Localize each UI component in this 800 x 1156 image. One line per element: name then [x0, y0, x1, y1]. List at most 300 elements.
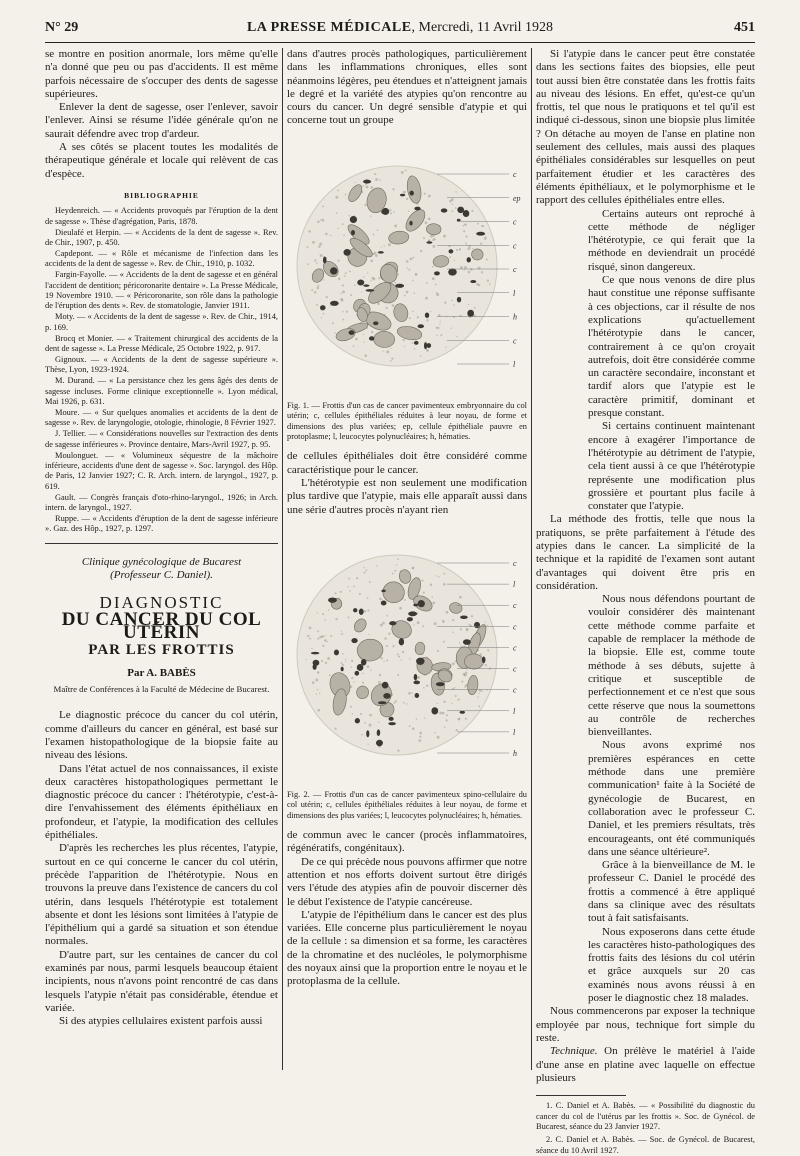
- stipple-dot: [343, 234, 345, 236]
- stipple-dot: [368, 634, 369, 635]
- stipple-dot: [319, 242, 322, 245]
- stipple-dot: [307, 635, 309, 637]
- stipple-dot: [317, 630, 319, 632]
- stipple-dot: [463, 225, 465, 227]
- stipple-dot: [359, 593, 361, 595]
- stipple-dot: [321, 317, 322, 318]
- stipple-dot: [345, 272, 347, 274]
- leucocyte-nucleus: [448, 268, 457, 275]
- stipple-dot: [316, 262, 318, 264]
- leucocyte-nucleus: [311, 652, 319, 655]
- paragraph: Nous exposerons dans cette étude les caractères histo-pathologiques des frottis faits des lésions du col utérin et grâce auxquels sur 20 cas examinés nous avons réussi à en poser le diagnostic chez 18 malades.: [588, 925, 755, 1005]
- stipple-dot: [457, 698, 459, 700]
- stipple-dot: [349, 590, 351, 592]
- stipple-dot: [393, 702, 395, 704]
- stipple-dot: [390, 360, 392, 362]
- stipple-dot: [408, 268, 410, 270]
- leucocyte-nucleus: [388, 722, 396, 725]
- stipple-dot: [338, 259, 340, 261]
- figure-label: l: [513, 580, 516, 590]
- paragraph: A ses côtés se placent toutes les modalités de thérapeutique générale et locale qui relèvent de cas d'espèce.: [45, 141, 278, 180]
- figure-label: c: [513, 217, 517, 227]
- stipple-dot: [425, 296, 428, 299]
- clinic-heading: [45, 556, 278, 582]
- stipple-dot: [364, 567, 365, 568]
- stipple-dot: [394, 224, 397, 227]
- stipple-dot: [426, 684, 428, 686]
- running-header: [45, 18, 755, 40]
- stipple-dot: [444, 727, 445, 728]
- stipple-dot: [428, 217, 431, 220]
- stipple-dot: [327, 657, 330, 660]
- stipple-dot: [449, 256, 451, 258]
- stipple-dot: [415, 274, 417, 276]
- stipple-dot: [348, 577, 350, 579]
- stipple-dot: [420, 250, 422, 252]
- leucocyte-nucleus: [381, 589, 385, 592]
- stipple-dot: [432, 601, 435, 604]
- leucocyte-nucleus: [323, 256, 327, 263]
- stipple-dot: [402, 651, 404, 653]
- stipple-dot: [319, 692, 321, 694]
- stipple-dot: [364, 341, 365, 342]
- stipple-dot: [317, 689, 319, 691]
- paragraph: Enlever la dent de sagesse, oser l'enlever, savoir l'enlever. Ainsi se résume l'idée générale qu'on ne saurait défendre avec trop d'ardeur.: [45, 101, 278, 140]
- stipple-dot: [319, 635, 322, 638]
- stipple-dot: [311, 289, 313, 291]
- stipple-dot: [407, 267, 408, 268]
- bibliography-entry: Gault. — Congrès français d'oto-rhino-laryngol., 1926; in Arch. intern. de laryngol., 1927.: [45, 492, 278, 513]
- bibliography-entry: Moulonguet. — « Volumineux séquestre de la mâchoire inférieure, accidents d'une dent de sagesse ». Soc. laryngol. des Hôp. de Paris, 12 Janvier 1927; C. R. Arch. intern. de laryngol., 1927, p. 619.: [45, 450, 278, 491]
- stipple-dot: [426, 282, 428, 284]
- bibliography-entry: Gignoux. — « Accidents de la dent de sagesse supérieure ». Thèse, Lyon, 1923-1924.: [45, 354, 278, 375]
- stipple-dot: [464, 223, 467, 226]
- stipple-dot: [382, 622, 385, 625]
- stipple-dot: [464, 685, 466, 687]
- stipple-dot: [309, 638, 311, 640]
- stipple-dot: [471, 615, 473, 617]
- stipple-dot: [317, 220, 320, 223]
- leucocyte-nucleus: [388, 717, 393, 721]
- stipple-dot: [446, 714, 448, 716]
- leucocyte-nucleus: [383, 693, 390, 699]
- stipple-dot: [411, 692, 413, 694]
- paragraph: de cellules épithéliales doit être considéré comme caractéristique pour le cancer.: [287, 450, 527, 476]
- leucocyte-nucleus: [425, 312, 429, 318]
- stipple-dot: [435, 575, 436, 576]
- stipple-dot: [370, 280, 371, 281]
- stipple-dot: [423, 687, 425, 689]
- stipple-dot: [308, 230, 311, 233]
- stipple-dot: [351, 677, 353, 679]
- stipple-dot: [440, 334, 442, 336]
- leucocyte-nucleus: [313, 664, 317, 670]
- stipple-dot: [459, 642, 460, 643]
- leucocyte-nucleus: [328, 597, 337, 602]
- stipple-dot: [320, 219, 321, 220]
- stipple-dot: [421, 579, 423, 581]
- leucocyte-nucleus: [448, 249, 453, 253]
- stipple-dot: [412, 727, 415, 730]
- bibliography-entry: Dieulafé et Herpin. — « Accidents de la dent de sagesse ». Rev. de Chir., 1907, p. 450.: [45, 227, 278, 247]
- stipple-dot: [485, 664, 487, 666]
- stipple-dot: [353, 345, 355, 347]
- figure-1-caption: Fig. 1. — Frottis d'un cas de cancer pavimenteux embryonnaire du col utérin; c, cellules épithéliales réduites à leur noyau, de forme et dimensions des plus variées; ep, cellule épithéliale pauvre en protoplasme; l, leucocytes polynucléaires; h, hématies.: [287, 400, 527, 441]
- stipple-dot: [316, 693, 318, 695]
- stipple-dot: [364, 571, 366, 573]
- stipple-dot: [365, 569, 367, 571]
- stipple-dot: [465, 718, 467, 720]
- stipple-dot: [445, 346, 446, 347]
- column-1: [45, 48, 278, 1078]
- stipple-dot: [350, 685, 352, 687]
- leucocyte-nucleus: [414, 674, 418, 680]
- stipple-dot: [408, 692, 411, 695]
- leucocyte-nucleus: [330, 301, 339, 306]
- stipple-dot: [401, 171, 404, 174]
- stipple-dot: [363, 334, 364, 335]
- stipple-dot: [446, 719, 448, 721]
- stipple-dot: [335, 592, 337, 594]
- stipple-dot: [388, 632, 390, 634]
- stipple-dot: [397, 558, 399, 560]
- leucocyte-nucleus: [416, 657, 424, 664]
- leucocyte-nucleus: [330, 267, 338, 274]
- stipple-dot: [328, 609, 330, 611]
- stipple-dot: [309, 626, 312, 629]
- paragraph: Dans l'état actuel de nos connaissances, il existe deux caractères histopathologiques permettant le diagnostic précoce du cancer : l'hétérotypie, c'est-à-dire l'envahissement des éléments épithéliaux en profondeur, et l'atypie, la modification des cellules épithéliales.: [45, 762, 278, 842]
- stipple-dot: [454, 687, 455, 688]
- stipple-dot: [307, 263, 309, 265]
- stipple-dot: [436, 293, 439, 296]
- leucocyte-nucleus: [369, 336, 374, 340]
- stipple-dot: [342, 318, 344, 320]
- stipple-dot: [459, 718, 461, 720]
- bibliography-heading: BIBLIOGRAPHIE: [124, 190, 199, 200]
- paragraph: Nous avons exprimé nos premières espérances en cette méthode dans une première communication¹ faite à la Société de gynécologie de Bucarest, en collaboration avec le professeur C. Daniel, et les premiers résultats, très encourageants, ont été communiqués dans une séance ultérieure².: [588, 739, 755, 858]
- figure-label: c: [513, 643, 517, 653]
- smear-micrograph-1: [287, 134, 527, 399]
- leucocyte-nucleus: [320, 305, 326, 310]
- stipple-dot: [443, 641, 445, 643]
- leucocyte-nucleus: [343, 249, 350, 256]
- leucocyte-nucleus: [389, 621, 396, 625]
- stipple-dot: [399, 607, 402, 610]
- journal-masthead: LA PRESSE MÉDICALE, Mercredi, 11 Avril 1928: [246, 20, 554, 35]
- stipple-dot: [478, 284, 480, 286]
- stipple-dot: [377, 302, 380, 305]
- stipple-dot: [379, 179, 381, 181]
- figure-label: c: [513, 685, 517, 695]
- stipple-dot: [350, 706, 352, 708]
- stipple-dot: [420, 355, 422, 357]
- stipple-dot: [345, 660, 346, 661]
- leucocyte-nucleus: [474, 622, 480, 628]
- footnote: 1. C. Daniel et A. Babès. — « Possibilité du diagnostic du cancer du col de l'utérus par les frottis ». Soc. de Gynécol. de Bucarest, séance du 23 Janvier 1927.: [536, 1101, 755, 1132]
- stipple-dot: [386, 659, 388, 661]
- header-rule: [45, 42, 755, 43]
- leucocyte-nucleus: [424, 342, 427, 349]
- stipple-dot: [425, 221, 428, 224]
- bibliography-entry: Brocq et Monier. — « Traitement chirurgical des accidents de la dent de sagesse ». La Presse Médicale, 25 Octobre 1922, p. 917.: [45, 333, 278, 354]
- leucocyte-nucleus: [441, 208, 448, 212]
- stipple-dot: [470, 268, 473, 271]
- stipple-dot: [347, 586, 349, 588]
- stipple-dot: [324, 635, 325, 636]
- stipple-dot: [342, 290, 345, 293]
- leucocyte-nucleus: [418, 324, 424, 328]
- stipple-dot: [417, 676, 420, 679]
- leucocyte-nucleus: [409, 190, 413, 195]
- figure-label: l: [513, 359, 516, 369]
- stipple-dot: [417, 621, 420, 624]
- stipple-dot: [443, 583, 446, 586]
- stipple-dot: [355, 338, 358, 341]
- stipple-dot: [412, 696, 413, 697]
- stipple-dot: [438, 576, 440, 578]
- paragraph-text: On prélève le matériel à l'aide d'une anse en platine avec laquelle on effectue plusieurs: [536, 1045, 756, 1084]
- stipple-dot: [356, 577, 358, 579]
- stipple-dot: [440, 321, 441, 322]
- stipple-dot: [395, 282, 397, 284]
- stipple-dot: [378, 277, 380, 279]
- stipple-dot: [456, 729, 458, 731]
- leucocyte-nucleus: [376, 740, 383, 746]
- paragraph: L'hétérotypie est non seulement une modification plus tardive que l'atypie, mais elle apparaît aussi dans une série d'autres procès n'ayant rien: [287, 477, 527, 516]
- stipple-dot: [360, 713, 362, 715]
- bibliography-entry: J. Tellier. — « Considérations nouvelles sur l'extraction des dents de sagesse inférieures ». Province dentaire, Mars-Avril 1927, p. 95.: [45, 429, 278, 449]
- stipple-dot: [481, 690, 483, 692]
- paragraph: Nous nous défendons pourtant de vouloir considérer dès maintenant cette méthode comme parfaite et capable de remplacer la méthode de la biopsie. Elle est, comme toute méthode à ses débuts, sujette à critique et susceptible de perfectionnement et ce n'est que sous cette réserve que nous la soumettons au contrôle de recherches bienveillantes.: [588, 593, 755, 739]
- leucocyte-nucleus: [482, 656, 486, 662]
- leucocyte-nucleus: [355, 718, 360, 723]
- leucocyte-nucleus: [409, 221, 412, 226]
- stipple-dot: [318, 245, 321, 248]
- figure-label: c: [513, 336, 517, 346]
- stipple-dot: [367, 665, 370, 668]
- stipple-dot: [412, 256, 414, 258]
- stipple-dot: [355, 182, 356, 183]
- stipple-dot: [455, 207, 457, 209]
- stipple-dot: [324, 619, 326, 621]
- leucocyte-nucleus: [373, 321, 378, 325]
- stipple-dot: [340, 292, 341, 293]
- stipple-dot: [444, 301, 446, 303]
- stipple-dot: [342, 223, 344, 225]
- stipple-dot: [367, 597, 369, 599]
- leucocyte-nucleus: [351, 638, 357, 643]
- leucocyte-nucleus: [363, 284, 369, 287]
- stipple-dot: [487, 624, 488, 625]
- stipple-dot: [352, 713, 354, 715]
- stipple-dot: [383, 350, 384, 351]
- stipple-dot: [461, 680, 463, 682]
- stipple-dot: [380, 657, 383, 660]
- leucocyte-nucleus: [363, 179, 371, 183]
- leucocyte-nucleus: [399, 638, 404, 645]
- stipple-dot: [315, 678, 318, 681]
- stipple-dot: [406, 703, 407, 704]
- stipple-dot: [430, 235, 433, 238]
- stipple-dot: [374, 252, 377, 255]
- stipple-dot: [437, 650, 439, 652]
- stipple-dot: [419, 732, 422, 735]
- leucocyte-nucleus: [413, 680, 420, 684]
- stipple-dot: [409, 317, 411, 319]
- stipple-dot: [378, 721, 379, 722]
- stipple-dot: [349, 215, 351, 217]
- stipple-dot: [439, 324, 440, 325]
- stipple-dot: [451, 210, 453, 212]
- stipple-dot: [373, 233, 375, 235]
- figure-2-micrograph: [287, 523, 527, 788]
- stipple-dot: [351, 666, 353, 668]
- leucocyte-nucleus: [378, 701, 387, 704]
- stipple-dot: [339, 597, 340, 598]
- leucocyte-nucleus: [460, 711, 465, 714]
- stipple-dot: [468, 304, 469, 305]
- stipple-dot: [330, 635, 332, 637]
- stipple-dot: [376, 565, 377, 566]
- bibliography-entry: Moure. — « Sur quelques anomalies et accidents de la dent de sagesse ». Rev. de laryngologie, otologie, rhinologie, 8 Février 1927.: [45, 407, 278, 428]
- smear-micrograph-2: [287, 523, 527, 788]
- leucocyte-nucleus: [457, 297, 461, 303]
- leucocyte-nucleus: [355, 671, 360, 676]
- figure-label: l: [513, 727, 516, 737]
- stipple-dot: [465, 242, 466, 243]
- column-divider: [531, 48, 532, 1070]
- stipple-dot: [409, 725, 411, 727]
- stipple-dot: [481, 271, 483, 273]
- stipple-dot: [403, 702, 405, 704]
- stipple-dot: [361, 291, 362, 292]
- paragraph: L'atypie de l'épithélium dans le cancer est des plus variées. Elle concerne plus particulièrement le noyau de la cellule : sa dimension et sa forme, les caractères de la chromatine et des nucléoles, le polymorphisme des noyaux ainsi que la proportion entre le noyau et le protoplasma de la cellule.: [287, 908, 527, 988]
- article-title-line-2: DU CANCER DU COL UTÉRIN: [61, 609, 262, 644]
- stipple-dot: [468, 624, 470, 626]
- stipple-dot: [408, 210, 410, 212]
- stipple-dot: [455, 191, 457, 193]
- stipple-dot: [409, 658, 411, 660]
- stipple-dot: [332, 322, 334, 324]
- leucocyte-nucleus: [415, 693, 420, 698]
- stipple-dot: [403, 191, 406, 194]
- stipple-dot: [351, 660, 353, 662]
- stipple-dot: [419, 735, 421, 737]
- figure-label: c: [513, 169, 517, 179]
- stipple-dot: [434, 622, 437, 625]
- stipple-dot: [393, 211, 395, 213]
- leucocyte-nucleus: [359, 608, 364, 614]
- leucocyte-nucleus: [426, 343, 431, 348]
- stipple-dot: [404, 599, 406, 601]
- leucocyte-nucleus: [418, 600, 425, 607]
- stipple-dot: [438, 314, 440, 316]
- stipple-dot: [348, 616, 350, 618]
- bibliography-entry: M. Durand. — « La persistance chez les gens âgés des dents de sagesse incluses. Forme clinique exceptionnelle ». Lyon médical, Mai 1926, p. 631.: [45, 376, 278, 407]
- paragraph: Si certains continuent maintenant encore à exagérer l'importance de l'hétérotypie au détriment de l'atypie, cela tient aussi à ce que l'hétérotypie représente une modification plus grossière et pourtant plus facile à constater que l'atypie.: [588, 420, 755, 513]
- article-author: Par A. BABÈS: [127, 667, 196, 680]
- leucocyte-nucleus: [476, 232, 485, 236]
- stipple-dot: [343, 284, 345, 286]
- stipple-dot: [367, 272, 368, 273]
- bibliography-entry: Heydenreich. — « Accidents provoqués par l'éruption de la dent de sagesse ». Thèse d'agrégation, Paris, 1878.: [45, 206, 278, 226]
- stipple-dot: [337, 228, 338, 229]
- stipple-dot: [426, 349, 429, 352]
- stipple-dot: [383, 661, 384, 662]
- leucocyte-nucleus: [341, 667, 344, 672]
- stipple-dot: [487, 649, 489, 651]
- page-number: 451: [734, 20, 755, 35]
- stipple-dot: [455, 695, 457, 697]
- stipple-dot: [335, 332, 336, 333]
- stipple-dot: [460, 645, 462, 647]
- stipple-dot: [443, 234, 446, 237]
- bibliography-entry: Moty. — « Accidents de la dent de sagesse ». Rev. de Chir., 1914, p. 169.: [45, 312, 278, 332]
- article-title-line-1: DIAGNOSTIC: [99, 592, 224, 612]
- stipple-dot: [371, 331, 373, 333]
- bibliography-entry: Fargin-Fayolle. — « Accidents de la dent de sagesse et en général l'accident de dentition; péricoronarite dentaire ». La Presse Médicale, 19 Novembre 1910. — « Péricoronarite, son rôle dans la pathologie de l'éruption des dents ». Rev. de stomatologie, Janvier 1911.: [45, 270, 278, 311]
- stipple-dot: [437, 736, 440, 739]
- stipple-dot: [422, 625, 424, 627]
- leucocyte-nucleus: [463, 639, 471, 645]
- stipple-dot: [370, 259, 373, 262]
- stipple-dot: [342, 311, 344, 313]
- stipple-dot: [375, 254, 378, 257]
- leucocyte-nucleus: [431, 707, 438, 714]
- stipple-dot: [353, 585, 355, 587]
- stipple-dot: [397, 749, 399, 751]
- stipple-dot: [327, 641, 328, 642]
- stipple-dot: [411, 342, 413, 344]
- stipple-dot: [450, 327, 451, 328]
- stipple-dot: [478, 696, 480, 698]
- paragraph: La méthode des frottis, telle que nous la pratiquons, se prête parfaitement à l'étude des atypies dans le cancer. La simplicité de la technique et la rapidité de l'examen sont autant d'avantages qui doivent être pris en considération.: [536, 513, 755, 592]
- stipple-dot: [432, 239, 434, 241]
- stipple-dot: [345, 658, 346, 659]
- stipple-dot: [442, 620, 445, 623]
- stipple-dot: [362, 185, 364, 187]
- stipple-dot: [430, 583, 433, 586]
- stipple-dot: [392, 645, 394, 647]
- stipple-dot: [428, 194, 431, 197]
- stipple-dot: [380, 624, 383, 627]
- stipple-dot: [335, 196, 338, 199]
- stipple-dot: [452, 631, 454, 633]
- leucocyte-nucleus: [434, 271, 440, 275]
- bibliography-list: [45, 206, 278, 535]
- stipple-dot: [321, 219, 324, 222]
- stipple-dot: [341, 662, 343, 664]
- stipple-dot: [354, 284, 356, 286]
- stipple-dot: [377, 229, 378, 230]
- stipple-dot: [436, 334, 438, 336]
- figure-label: h: [513, 748, 517, 758]
- stipple-dot: [390, 348, 391, 349]
- stipple-dot: [374, 173, 376, 175]
- stipple-dot: [406, 260, 409, 263]
- stipple-dot: [370, 669, 371, 670]
- article-title-line-3: PAR LES FROTTIS: [88, 641, 235, 658]
- stipple-dot: [392, 573, 394, 575]
- stipple-dot: [459, 248, 461, 250]
- stipple-dot: [456, 249, 458, 251]
- stipple-dot: [464, 269, 465, 270]
- leucocyte-nucleus: [400, 194, 406, 197]
- stipple-dot: [317, 637, 319, 639]
- leucocyte-nucleus: [381, 600, 387, 605]
- figure-label: ep: [513, 193, 521, 203]
- paragraph: [536, 1045, 755, 1085]
